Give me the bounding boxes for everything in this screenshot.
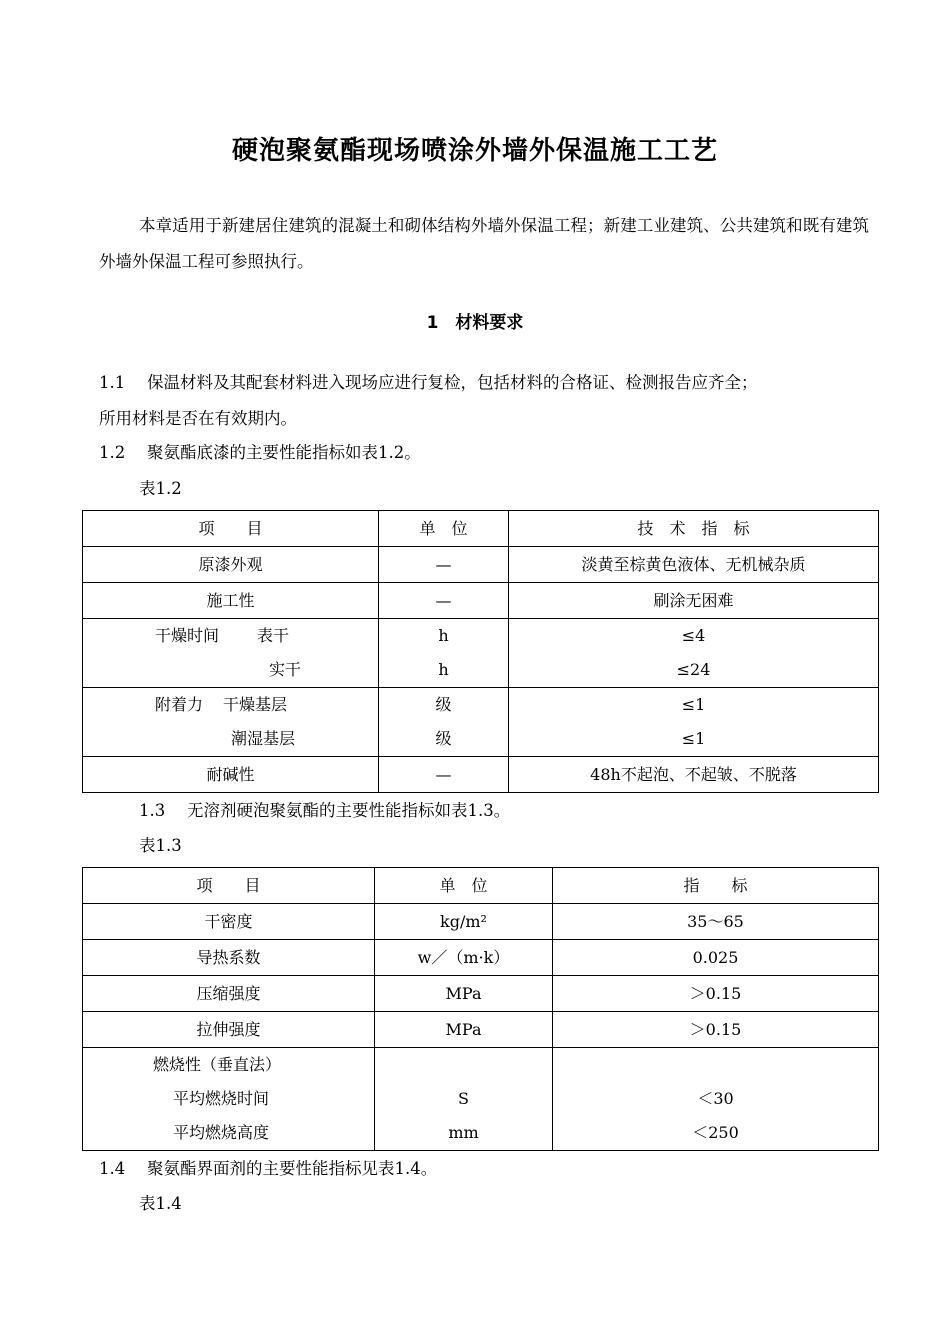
header-cell: 技 术 指 标 [509,511,879,547]
table-cell [509,619,879,688]
clause-text: 聚氨酯底漆的主要性能指标如表1.2。 [147,443,421,462]
header-cell: 单 位 [375,868,553,904]
spec-value: ≤1 [681,695,706,714]
table-cell [379,688,509,757]
clause-number: 1.2 [99,443,126,462]
table-cell: ＞0.15 [553,1012,879,1048]
table-cell: MPa [375,1012,553,1048]
table-row [83,757,879,793]
table-row [83,688,879,757]
table-1-2-caption: 表1.2 [139,479,182,498]
document-title: 硬泡聚氨酯现场喷涂外墙外保温施工工艺 [231,136,718,166]
table-cell: 拉伸强度 [83,1012,375,1048]
table-cell: 干密度 [83,904,375,940]
spec-value: ≤1 [681,729,706,748]
unit-value: mm [448,1123,479,1142]
clause-1-4 [99,1154,437,1184]
spec-value: ＜250 [692,1123,739,1142]
table-cell: 0.025 [553,940,879,976]
table-row [83,940,879,976]
header-cell: 项 目 [83,511,379,547]
item-label: 燃烧性（垂直法） [153,1055,282,1074]
intro-paragraph: 本章适用于新建居住建筑的混凝土和砌体结构外墙外保温工程；新建工业建筑、公共建筑和既有建筑外墙外保温工程可参照执行。 [99,216,869,271]
sub-item-label: 平均燃烧时间 [173,1089,270,1108]
table-row [83,547,879,583]
table-1-2 [82,510,879,793]
clause-number: 1.3 [139,801,166,820]
unit-value: h [438,660,449,679]
drying-time-line-2: 实干 [269,660,302,679]
table-row [83,904,879,940]
table-cell: 淡黄至棕黄色液体、无机械杂质 [509,547,879,583]
adhesion-line-1 [83,688,378,722]
table-cell: 压缩强度 [83,976,375,1012]
item-label: 附着力 [155,695,204,714]
table-cell: 原漆外观 [83,547,379,583]
unit-value: S [458,1089,469,1108]
table-cell: 35～65 [553,904,879,940]
table-cell [83,1048,375,1151]
table-cell: 导热系数 [83,940,375,976]
table-cell [83,688,379,757]
unit-value: 级 [435,695,452,714]
item-label: 干燥时间 [155,626,220,645]
table-row [83,583,879,619]
clause-1-1 [99,368,758,398]
table-header-row [83,511,879,547]
table-1-3-caption: 表1.3 [139,836,182,855]
sub-item-label: 表干 [257,626,290,645]
spec-value: ＜30 [697,1089,734,1108]
table-cell: ＞0.15 [553,976,879,1012]
clause-1-1-continued: 所用材料是否在有效期内。 [99,409,297,428]
spec-value: ≤24 [676,660,711,679]
header-cell: 项 目 [83,868,375,904]
unit-value: h [438,626,449,645]
table-cell: 48h不起泡、不起皱、不脱落 [509,757,879,793]
spec-value: ≤4 [681,626,706,645]
table-cell: 刷涂无困难 [509,583,879,619]
table-cell: 耐碱性 [83,757,379,793]
table-row [83,976,879,1012]
clause-text: 无溶剂硬泡聚氨酯的主要性能指标如表1.3。 [187,801,511,820]
clause-text: 聚氨酯界面剂的主要性能指标见表1.4。 [147,1159,438,1178]
table-cell: — [379,583,509,619]
table-row [83,619,879,688]
table-cell: kg/m² [375,904,553,940]
sub-item-label: 平均燃烧高度 [173,1123,270,1142]
table-1-3 [82,867,879,1151]
clause-number: 1.1 [99,373,126,392]
drying-time-line-1 [83,619,378,653]
clause-1-3 [139,796,510,826]
empty-line [553,1048,878,1082]
clause-1-2 [99,438,421,468]
unit-value: 级 [435,729,452,748]
header-cell: 指 标 [553,868,879,904]
clause-number: 1.4 [99,1159,126,1178]
table-cell [379,619,509,688]
table-cell: MPa [375,976,553,1012]
table-row [83,1048,879,1151]
table-cell [375,1048,553,1151]
table-cell [509,688,879,757]
table-cell: — [379,547,509,583]
clause-text: 保温材料及其配套材料进入现场应进行复检，包括材料的合格证、检测报告应齐全； [147,373,758,392]
table-cell [553,1048,879,1151]
sub-item-label: 干燥基层 [223,695,288,714]
adhesion-line-2: 潮湿基层 [231,729,296,748]
header-cell: 单 位 [379,511,509,547]
table-1-4-caption: 表1.4 [139,1194,182,1213]
table-cell: w／（m·k） [375,940,553,976]
section-heading-materials: 1 材料要求 [426,313,524,333]
table-cell [83,619,379,688]
empty-line [375,1048,552,1082]
table-cell: — [379,757,509,793]
table-row [83,1012,879,1048]
table-cell: 施工性 [83,583,379,619]
table-header-row [83,868,879,904]
